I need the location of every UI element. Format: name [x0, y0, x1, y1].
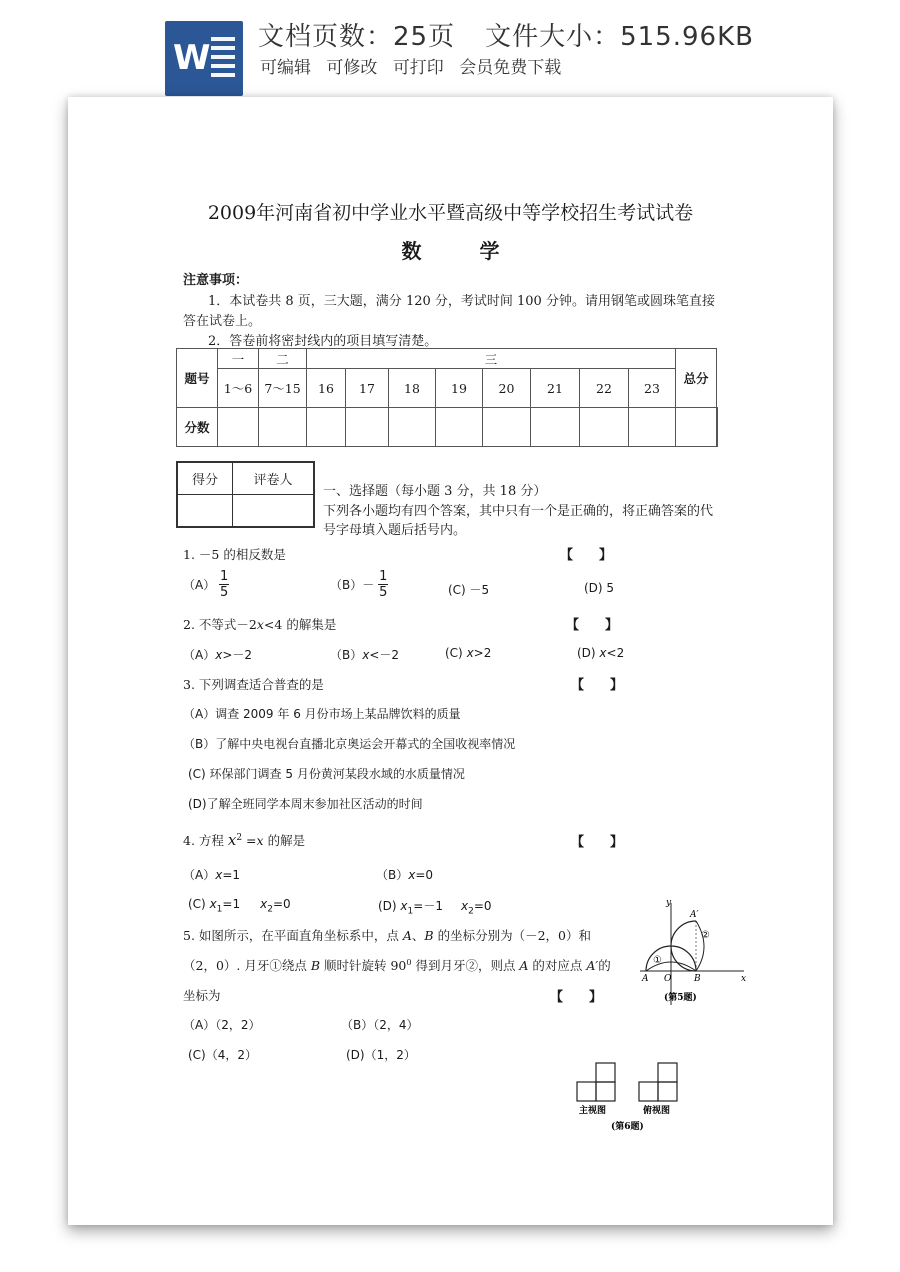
q4-c-x2: x [260, 897, 268, 911]
q5-stem-line3: 坐标为 [183, 988, 221, 1003]
q1-a-numerator: 1 [220, 569, 229, 584]
grader-table [176, 461, 315, 528]
score-cell[interactable] [218, 408, 259, 447]
q1-option-d: (D) 5 [584, 581, 615, 595]
word-file-icon [165, 21, 243, 96]
col-23: 23 [629, 369, 676, 408]
q2-a-pre: （A） [183, 648, 216, 662]
q3-answer-bracket[interactable]: 【 】 [571, 678, 624, 693]
q5-l2-degree: 0 [406, 957, 412, 967]
q5-l1-a: 5. 如图所示，在平面直角坐标系中，点 [183, 928, 403, 943]
exam-subject [68, 235, 833, 264]
q5-l2-a: （2，0）. 月牙①绕点 [183, 958, 311, 973]
q2-a-var: x [215, 648, 223, 662]
page-count: 文档页数：25页 [258, 22, 456, 52]
q5-l1-c: 的坐标分别为（－2，0）和 [433, 928, 591, 943]
q2-b-pre: （B） [330, 648, 363, 662]
q5-stem-line2 [183, 956, 611, 974]
word-logo-letter: W [173, 38, 211, 78]
q3-option-b: （B）了解中央电视台直播北京奥运会开幕式的全国收视率情况 [183, 737, 516, 751]
q1-option-a [183, 569, 229, 600]
q4-stem-var2: x [256, 833, 264, 848]
q4-d-x1: x [400, 899, 408, 913]
fig6-front-view [577, 1063, 615, 1101]
q5-l2-pointA2: A′ [586, 958, 599, 973]
q5-l2-pointB: B [310, 958, 321, 973]
score-cell[interactable] [307, 408, 346, 447]
q2-option-b [330, 646, 399, 663]
score-cell[interactable] [483, 408, 531, 447]
grader-name-cell[interactable] [233, 495, 315, 528]
q2-c-pre: (C) [445, 646, 467, 660]
col-21: 21 [531, 369, 580, 408]
q4-option-b [376, 866, 433, 883]
notice-item-2: 2．答卷前将密封线内的项目填写清楚。 [208, 334, 438, 349]
score-cell[interactable] [629, 408, 676, 447]
q1-option-b [330, 569, 388, 600]
fig5-label-crescent1: ① [653, 955, 662, 966]
col-7-15: 7～15 [259, 369, 307, 408]
q4-a-pre: （A） [183, 868, 216, 882]
score-table [176, 348, 718, 447]
fig5-crescent2-inner [696, 921, 704, 971]
q1-b-denominator: 5 [379, 585, 388, 600]
document-page [68, 97, 833, 1225]
total-score-cell[interactable] [717, 408, 718, 447]
q2-d-var: x [599, 646, 607, 660]
q4-option-d [378, 897, 492, 916]
q1-a-label: （A） [183, 578, 216, 592]
q5-option-d: (D)（1，2） [346, 1048, 416, 1062]
notice-item-1: 1．本试卷共 8 页，三大题，满分 120 分，考试时间 100 分钟。请用钢笔或圆珠笔直接 [208, 294, 715, 309]
figure-5-coordinate-diagram [636, 897, 748, 1009]
feature-modifiable: 可修改 [326, 58, 378, 78]
fig5-label-crescent2: ② [701, 930, 710, 941]
q4-stem-b: = [242, 833, 257, 848]
notice-item-1-cont: 答在试卷上。 [183, 314, 262, 329]
subject-char-2: 学 [479, 239, 500, 263]
q4-b-pre: （B） [376, 868, 409, 882]
score-cell[interactable] [389, 408, 436, 447]
q5-l2-b: 顺时针旋转 90 [320, 958, 407, 973]
q4-d-sub1: 1 [407, 906, 414, 917]
q4-stem-exponent: 2 [236, 832, 243, 843]
exam-title: 2009年河南省初中学业水平暨高级中等学校招生考试试卷 [207, 202, 694, 224]
q3-stem: 3. 下列调查适合普查的是 [183, 677, 324, 692]
subject-char-1: 数 [401, 239, 422, 263]
col-17: 17 [346, 369, 389, 408]
q4-answer-bracket[interactable]: 【 】 [571, 835, 624, 850]
score-cell[interactable] [346, 408, 389, 447]
q2-c-post: >2 [473, 646, 492, 660]
q2-d-pre: (D) [577, 646, 600, 660]
fig5-caption: (第5题) [664, 993, 697, 1003]
fig6-top-label: 俯视图 [643, 1106, 671, 1116]
score-cell[interactable] [676, 408, 717, 447]
feature-editable: 可编辑 [260, 58, 311, 78]
q1-b-numerator: 1 [379, 569, 388, 584]
fig5-label-A: A [642, 974, 649, 984]
q5-l2-d: 的对应点 [528, 958, 587, 973]
q1-answer-bracket[interactable]: 【 】 [560, 548, 613, 563]
q2-option-c [445, 646, 491, 660]
q3-option-d: (D)了解全班同学本周末参加社区活动的时间 [188, 797, 423, 811]
fig6-caption: (第6题) [611, 1122, 644, 1132]
q2-b-var: x [362, 648, 370, 662]
col-18: 18 [389, 369, 436, 408]
q5-stem-line1 [183, 926, 591, 944]
col-22: 22 [580, 369, 629, 408]
q2-answer-bracket[interactable]: 【 】 [566, 618, 619, 633]
section1-instruction: 下列各小题均有四个答案，其中只有一个是正确的，将正确答案的代 [323, 504, 714, 519]
q1-option-c: (C) －5 [448, 583, 490, 597]
q4-d-sub2: 2 [468, 906, 474, 917]
q1-a-fraction [219, 569, 229, 600]
col-16: 16 [307, 369, 346, 408]
file-size: 文件大小：515.96KB [485, 22, 754, 52]
score-cell[interactable] [580, 408, 629, 447]
q4-d-x2: x [460, 899, 469, 913]
section1-instruction-cont: 号字母填入题后括号内。 [323, 523, 467, 538]
grader-score-cell[interactable] [177, 495, 233, 528]
q4-stem-a: 4. 方程 [183, 833, 228, 848]
q4-c-sub1: 1 [216, 904, 223, 915]
header-fenshu: 分数 [177, 408, 218, 447]
q1-b-fraction [378, 569, 388, 600]
group-1: 一 [218, 349, 259, 369]
q2-option-a [183, 646, 252, 663]
q5-answer-bracket[interactable]: 【 】 [550, 990, 603, 1005]
q4-c-v2: =0 [272, 897, 291, 911]
q4-stem-var: x [227, 831, 237, 849]
q2-option-d [577, 646, 624, 660]
score-cell[interactable] [259, 408, 307, 447]
q2-stem [183, 615, 336, 633]
q4-b-var: x [408, 868, 416, 882]
q4-option-a [183, 866, 240, 883]
col-1-6: 1～6 [218, 369, 259, 408]
col-20: 20 [483, 369, 531, 408]
fig5-label-A-prime: A′ [690, 910, 699, 920]
q4-stem [183, 831, 305, 849]
word-logo-lines [211, 37, 235, 82]
q2-stem-a: 2. 不等式－2 [183, 617, 257, 632]
q3-option-a: （A）调查 2009 年 6 月份市场上某品牌饮料的质量 [183, 707, 461, 721]
fig5-label-x: x [741, 974, 747, 984]
banner-features [260, 56, 571, 80]
q5-l2-pointA: A [519, 958, 529, 973]
q1-a-denominator: 5 [220, 585, 229, 600]
feature-member-download: 会员免费下载 [459, 58, 562, 78]
group-2: 二 [259, 349, 307, 369]
q4-d-pre: (D) [378, 899, 401, 913]
q2-stem-var: x [256, 617, 264, 632]
col-19: 19 [436, 369, 483, 408]
grader-score-label: 得分 [177, 462, 233, 495]
q4-b-post: =0 [415, 868, 434, 882]
q5-l2-c: 得到月牙②，则点 [411, 958, 520, 973]
header-tihao: 题号 [177, 349, 218, 408]
q5-l1-pointB: B [424, 928, 434, 943]
q5-option-a: （A）（2，2） [183, 1018, 261, 1032]
q4-a-post: =1 [222, 868, 241, 882]
q1-b-label: （B）－ [330, 578, 375, 592]
q2-b-post: <－2 [369, 648, 400, 662]
grader-name-label: 评卷人 [233, 462, 315, 495]
q4-d-v1: =－1 [413, 899, 443, 913]
q4-a-var: x [215, 868, 223, 882]
figure-6-three-views [573, 1059, 693, 1135]
q4-c-x1: x [209, 897, 217, 911]
q5-option-b: （B）（2，4） [341, 1018, 419, 1032]
notice-title: 注意事项： [183, 273, 249, 288]
fig5-label-y: y [666, 898, 672, 908]
q4-c-v1: =1 [222, 897, 241, 911]
group-3: 三 [307, 349, 676, 369]
q5-l1-b: 、 [411, 928, 425, 943]
fig6-front-label: 主视图 [579, 1106, 607, 1116]
q1-stem: 1. －5 的相反数是 [183, 547, 286, 562]
banner-title [258, 20, 754, 54]
feature-printable: 可打印 [392, 58, 444, 78]
q2-stem-b: <4 的解集是 [263, 617, 337, 632]
q2-d-post: <2 [606, 646, 625, 660]
fig5-label-B: B [694, 974, 701, 984]
header-total: 总分 [676, 349, 717, 408]
document-banner [0, 0, 900, 100]
q4-stem-c: 的解是 [263, 833, 306, 848]
q4-d-v2: =0 [473, 899, 492, 913]
q5-l2-e: 的 [598, 958, 611, 973]
section1-heading: 一、选择题（每小题 3 分，共 18 分） [323, 484, 547, 499]
q4-c-sub2: 2 [267, 904, 273, 915]
score-cell[interactable] [531, 408, 580, 447]
q5-l1-pointA: A [402, 928, 412, 943]
q4-c-pre: (C) [188, 897, 210, 911]
q4-option-c [188, 897, 291, 914]
score-cell[interactable] [436, 408, 483, 447]
q2-a-post: >－2 [222, 648, 253, 662]
fig5-label-O: O [664, 974, 672, 984]
q2-c-var: x [466, 646, 474, 660]
fig6-top-view [639, 1063, 677, 1101]
q3-option-c: (C) 环保部门调查 5 月份黄河某段水域的水质量情况 [188, 767, 465, 781]
q5-option-c: (C)（4，2） [188, 1048, 258, 1062]
